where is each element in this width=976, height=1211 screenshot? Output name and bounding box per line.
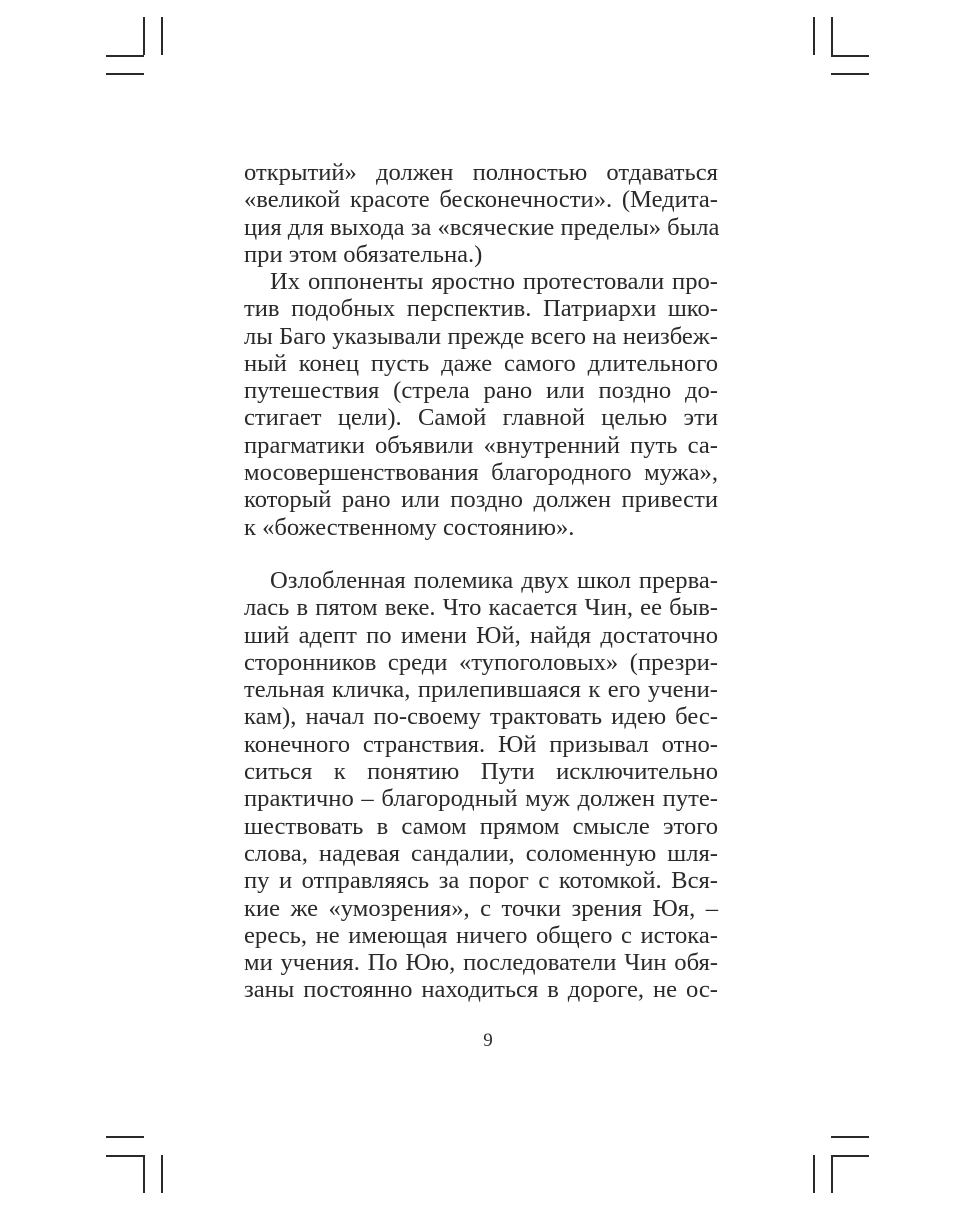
paragraph-line: прагматики объявили «внутренний путь са- (244, 431, 718, 459)
paragraph-line: пу и отправляясь за порог с котомкой. Вся- (244, 867, 718, 895)
paragraph-line: при этом обязательна.) (244, 240, 483, 268)
crop-mark-top-left-h2 (106, 73, 144, 75)
crop-mark-top-right-v2 (831, 17, 833, 55)
paragraph-line: кам), начал по-своему трактовать идею бес- (244, 703, 718, 731)
paragraph-line: заны постоянно находиться в дороге, не ос- (244, 976, 718, 1004)
paragraph-line: Их оппоненты яростно протестовали про- (270, 268, 718, 295)
crop-mark-top-right-v1 (813, 17, 815, 55)
paragraph-line: конечного странствия. Юй призывал отно- (244, 730, 718, 758)
paragraph-line: Озлобленная полемика двух школ прерва- (270, 567, 718, 594)
paragraph-line: который рано или поздно должен привести (244, 486, 718, 514)
paragraph-line: «великой красоте бесконечности». (Медита- (244, 186, 718, 214)
crop-mark-bottom-left-h2 (106, 1155, 144, 1157)
paragraph-line: ересь, не имеющая ничего общего с истока- (244, 921, 718, 949)
paragraph-3 (244, 567, 718, 1004)
crop-mark-top-left-v2 (161, 17, 163, 55)
paragraph-line: ми учения. По Юю, последователи Чин обя- (244, 949, 718, 977)
crop-mark-bottom-right-h2 (831, 1155, 869, 1157)
paragraph-line: путешествия (стрела рано или поздно до- (244, 377, 718, 405)
page-number: 9 (483, 1030, 493, 1051)
crop-mark-bottom-left-v2 (161, 1155, 163, 1193)
paragraph-line: мосовершенствования благородного мужа», (244, 459, 718, 487)
crop-mark-top-right-h2 (831, 73, 869, 75)
paragraph-line: ший адепт по имени Юй, найдя достаточно (244, 621, 718, 649)
crop-mark-top-left-v1 (143, 17, 145, 55)
paragraph-2 (244, 268, 718, 541)
crop-mark-top-right-h (831, 55, 869, 57)
crop-mark-bottom-right-v1 (813, 1155, 815, 1193)
paragraph-line: стигает цели). Самой главной целью эти (244, 404, 718, 432)
paragraph-line: тельная кличка, прилепившаяся к его учени- (244, 676, 718, 704)
paragraph-line: сторонников среди «тупоголовых» (презри- (244, 648, 718, 676)
paragraph-line: лась в пятом веке. Что касается Чин, ее быв- (244, 594, 718, 622)
paragraph-line: кие же «умозрения», с точки зрения Юя, – (244, 894, 718, 922)
paragraph-line: ция для выхода за «всяческие пределы» была (244, 213, 720, 241)
paragraph-line: слова, надевая сандалии, соломенную шля- (244, 839, 718, 867)
paragraph-line: открытий» должен полностью отдаваться (244, 159, 718, 186)
paragraph-line: практично – благородный муж должен путе- (244, 785, 718, 813)
paragraph-line: к «божественному состоянию». (244, 513, 575, 541)
paragraph-line: тив подобных перспектив. Патриархи шко- (244, 295, 718, 323)
crop-mark-bottom-left-h (106, 1136, 144, 1138)
paragraph-line: шествовать в самом прямом смысле этого (244, 812, 718, 840)
paragraph-line: лы Баго указывали прежде всего на неизбеж- (244, 322, 718, 350)
crop-mark-top-left-h (106, 55, 144, 57)
crop-mark-bottom-right-h (831, 1136, 869, 1138)
paragraph-line: ситься к понятию Пути исключительно (244, 758, 718, 786)
crop-mark-bottom-right-v2 (831, 1155, 833, 1193)
paragraph-line: ный конец пусть даже самого длительного (244, 349, 718, 377)
crop-mark-bottom-left-v1 (143, 1155, 145, 1193)
paragraph-1 (244, 159, 718, 268)
